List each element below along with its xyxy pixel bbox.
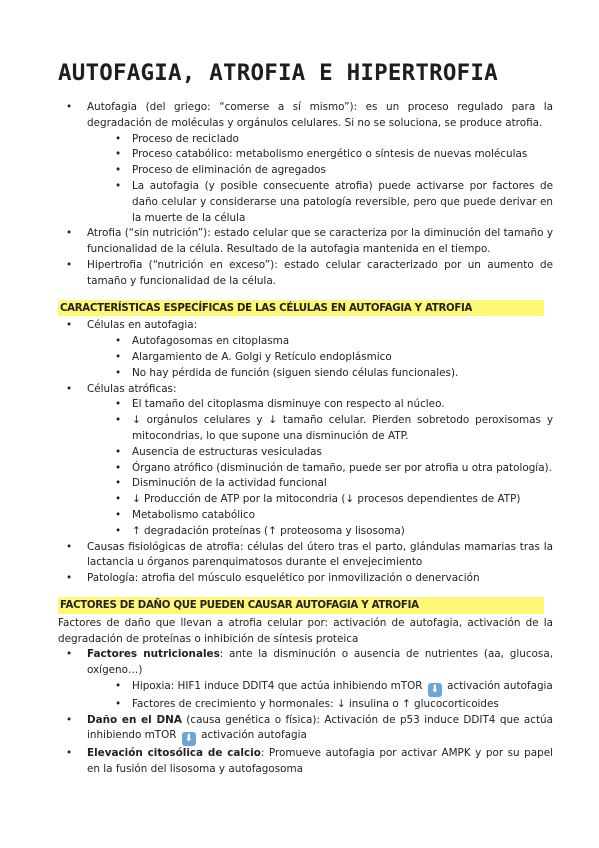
list-item: • Proceso catabólico: metabolismo energético o síntesis de nuevas moléculas: [87, 147, 553, 163]
autofagia-features: [87, 334, 553, 381]
list-item: • Ausencia de estructuras vesiculadas: [87, 445, 553, 461]
list-item: [87, 679, 553, 697]
down-arrow-icon: ⬇: [182, 732, 196, 746]
section-heading-factores: FACTORES DE DAÑO QUE PUEDEN CAUSAR AUTOFAGIA Y ATROFIA: [58, 597, 544, 614]
list-item: • Órgano atrófico (disminución de tamaño, puede ser por atrofia u otra patología).: [87, 461, 553, 477]
section-heading-caracteristicas: CARACTERÍSTICAS ESPECÍFICAS DE LAS CÉLULAS EN AUTOFAGIA Y ATROFIA: [58, 300, 544, 317]
list-item: • ↓ Producción de ATP por la mitocondria (↓ procesos dependientes de ATP): [87, 492, 553, 508]
dna-after: activación autofagia: [201, 729, 307, 742]
list-item: • ↓ orgánulos celulares y ↓ tamaño celular. Pierden sobretodo peroxisomas y mitocondrias, lo que supone una disminución de ATP.: [87, 413, 553, 445]
down-arrow-icon: ⬇: [428, 683, 442, 697]
list-item: • El tamaño del citoplasma disminuye con respecto al núcleo.: [87, 397, 553, 413]
list-item: • Causas fisiológicas de atrofia: células del útero tras el parto, glándulas mamarias tras la lactancia u órganos parenquimatosos durante el envejecimiento: [58, 540, 553, 572]
hipoxia-after: activación autofagia: [447, 679, 553, 692]
intro-list: [58, 100, 553, 290]
list-item: • Disminución de la actividad funcional: [87, 476, 553, 492]
atroficas-label: Células atróficas:: [87, 382, 177, 395]
list-item: [58, 647, 553, 712]
list-item: [58, 100, 553, 226]
nutricionales-text: : ante la disminución o ausencia de nutrientes (aa, glucosa, oxígeno…): [87, 648, 553, 677]
list-item: • La autofagia (y posible consecuente atrofia) puede activarse por factores de daño celular y considerarse una patología reversible, pero que puede derivar en la muerte de la célula: [87, 179, 553, 226]
atroficas-features: [87, 397, 553, 539]
list-item: • Patología: atrofia del músculo esquelético por inmovilización o denervación: [58, 571, 553, 587]
list-item: • Autofagosomas en citoplasma: [87, 334, 553, 350]
list-item: [58, 746, 553, 778]
list-item: • Proceso de reciclado: [87, 132, 553, 148]
list-item: • Metabolismo catabólico: [87, 508, 553, 524]
calcio-label: Elevación citosólica de calcio: [87, 747, 261, 760]
autofagia-label: Células en autofagia:: [87, 319, 198, 332]
caracteristicas-list: [58, 318, 553, 587]
list-item: [58, 318, 553, 381]
list-item: • No hay pérdida de función (siguen siendo células funcionales).: [87, 366, 553, 382]
calcio-text: : Promueve autofagia por activar AMPK y por su papel en la fusión del lisosoma y autofagosoma: [87, 747, 554, 776]
list-item: • Factores de crecimiento y hormonales: ↓ insulina o ↑ glucocorticoides: [87, 697, 553, 713]
list-item: [58, 713, 553, 747]
factores-intro: Factores de daño que llevan a atrofia celular por: activación de autofagia, activación de la degradación de proteínas o inhibición de síntesis proteica: [58, 616, 553, 645]
hipoxia-text: Hipoxia: HIF1 induce DDIT4 que actúa inhibiendo mTOR: [132, 679, 423, 692]
page-title: AUTOFAGIA, ATROFIA E HIPERTROFIA: [58, 60, 498, 86]
nutricionales-sublist: [87, 679, 553, 713]
list-item: • Atrofia (“sin nutrición”): estado celular que se caracteriza por la diminución del tamaño y funcionalidad de la célula. Resultado de la autofagia mantenida en el tiempo.: [58, 226, 553, 258]
list-item: [58, 382, 553, 540]
list-item: • Alargamiento de A. Golgi y Retículo endoplásmico: [87, 350, 553, 366]
autofagia-definition: Autofagia (del griego: “comerse a sí mismo”): es un proceso regulado para la degradación de moléculas y orgánulos celulares. Si no se soluciona, se produce atrofia.: [87, 101, 553, 129]
document-content: [58, 100, 553, 778]
list-item: • Hipertrofia (“nutrición en exceso”): estado celular caracterizado por un aumento de tamaño y funcionalidad de la célula.: [58, 258, 553, 290]
list-item: • Proceso de eliminación de agregados: [87, 163, 553, 179]
list-item: • ↑ degradación proteínas (↑ proteosoma y lisosoma): [87, 524, 553, 540]
nutricionales-label: Factores nutricionales: [87, 648, 220, 661]
autofagia-sublist: [87, 132, 553, 227]
dna-text: (causa genética o física): Activación de p53 induce DDIT4 que actúa inhibiendo mTOR: [87, 713, 553, 742]
dna-label: Daño en el DNA: [87, 713, 182, 726]
factores-list: [58, 647, 553, 778]
